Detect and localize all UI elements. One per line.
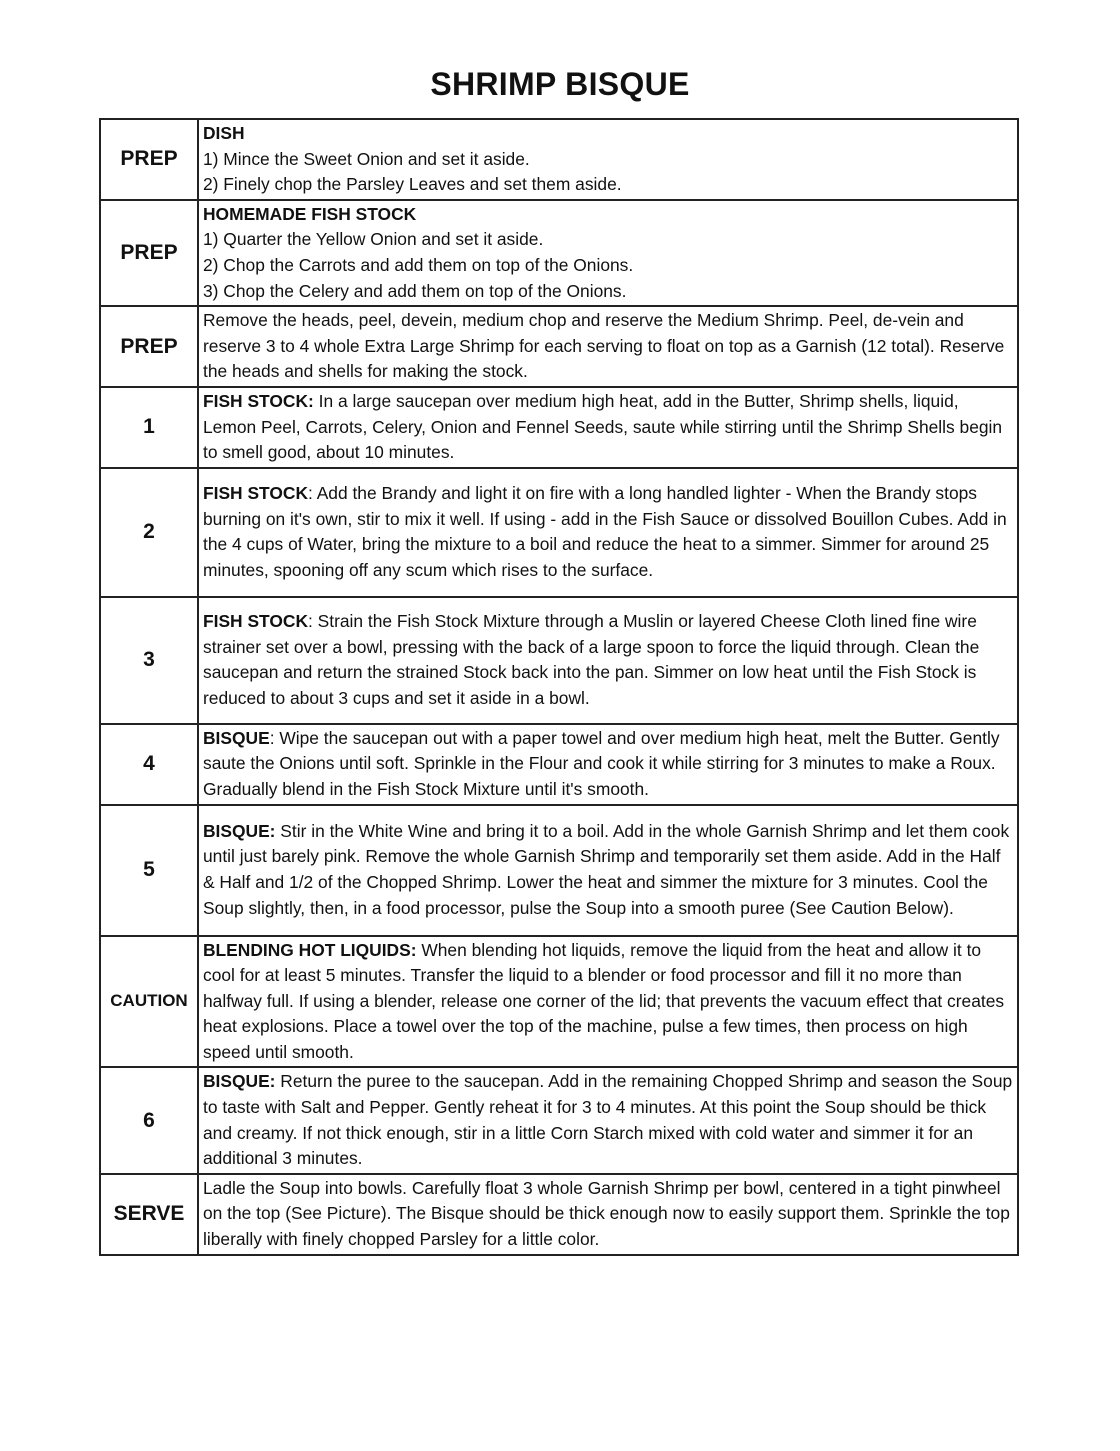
instruction-line: 1) Mince the Sweet Onion and set it aside. — [203, 148, 530, 169]
instruction-line: 3) Chop the Celery and add them on top of the Onions. — [203, 280, 627, 301]
table-row — [100, 597, 1018, 724]
recipe-table — [99, 118, 1019, 1256]
step-text: : Strain the Fish Stock Mixture through a Muslin or layered Cheese Cloth lined fine wire strainer set over a bowl, pressing with the back of a large spoon to force the liquid through. Clean the saucepan and return the strained Stock back into the pan. Simmer on low heat until the Fish Stock is reduced to about 3 cups and set it aside in a bowl. — [203, 611, 980, 708]
step-instructions — [198, 306, 1018, 387]
step-heading: BISQUE: — [203, 1071, 276, 1092]
table-row — [100, 119, 1018, 200]
instruction-line: 2) Chop the Carrots and add them on top of the Onions. — [203, 254, 634, 275]
table-row — [100, 200, 1018, 306]
step-text: : Wipe the saucepan out with a paper towel and over medium high heat, melt the Butter. Gently saute the Onions until soft. Sprinkle in the Flour and cook it while stirring for 3 minutes to make a Roux. Gradually blend in the Fish Stock Mixture until it's smooth. — [203, 727, 1000, 799]
step-label: CAUTION — [100, 936, 198, 1068]
step-instructions — [198, 1174, 1018, 1255]
step-label: SERVE — [100, 1174, 198, 1255]
table-row — [100, 724, 1018, 805]
table-row — [100, 306, 1018, 387]
table-row — [100, 936, 1018, 1068]
step-label: 5 — [100, 805, 198, 936]
step-instructions — [198, 724, 1018, 805]
step-label: 1 — [100, 387, 198, 468]
table-row — [100, 805, 1018, 936]
step-instructions — [198, 387, 1018, 468]
step-heading: FISH STOCK: — [203, 390, 314, 411]
table-row — [100, 468, 1018, 597]
step-text: In a large saucepan over medium high heat, add in the Butter, Shrimp shells, liquid, Lemon Peel, Carrots, Celery, Onion and Fennel Seeds, saute while stirring until the Shrimp Shells begin to smell good, about 10 minutes. — [203, 390, 1003, 463]
step-text: Stir in the White Wine and bring it to a boil. Add in the whole Garnish Shrimp and let them cook until just barely pink. Remove the whole Garnish Shrimp and temporarily set them aside. Add in the Half & Half and 1/2 of the Chopped Shrimp. Lower the heat and simmer the mixture for 3 minutes. Cool the Soup slightly, then, in a food processor, pulse the Soup into a smooth puree (See Caution Below). — [203, 820, 1010, 918]
step-heading: BISQUE: — [203, 820, 276, 841]
step-instructions — [198, 936, 1018, 1068]
step-text: : Add the Brandy and light it on fire with a long handled lighter - When the Brandy stops burning on it's own, stir to mix it well. If using - add in the Fish Sauce or dissolved Bouillon Cubes. Add in the 4 cups of Water, bring the mixture to a boil and reduce the heat to a simmer. Simmer for around 25 minutes, spooning off any scum which rises to the surface. — [203, 483, 1007, 580]
step-instructions — [198, 119, 1018, 200]
step-label: PREP — [100, 200, 198, 306]
section-heading: DISH — [203, 123, 245, 143]
step-label: 2 — [100, 468, 198, 597]
table-row — [100, 387, 1018, 468]
step-instructions — [198, 805, 1018, 936]
step-heading: FISH STOCK — [203, 611, 308, 632]
step-text: Remove the heads, peel, devein, medium chop and reserve the Medium Shrimp. Peel, de-vein and reserve 3 to 4 whole Extra Large Shrimp for each serving to float on top as a Garnish (12 total). Reserve the heads and shells for making the stock. — [203, 310, 1005, 382]
step-heading: FISH STOCK — [203, 483, 308, 504]
step-label: 3 — [100, 597, 198, 724]
step-label: 4 — [100, 724, 198, 805]
step-text: Return the puree to the saucepan. Add in the remaining Chopped Shrimp and season the Soup to taste with Salt and Pepper. Gently reheat it for 3 to 4 minutes. At this point the Soup should be thick and creamy. If not thick enough, stir in a little Corn Starch mixed with cold water and simmer it for an additional 3 minutes. — [203, 1071, 1013, 1169]
step-label: PREP — [100, 306, 198, 387]
step-instructions — [198, 597, 1018, 724]
instruction-line: 1) Quarter the Yellow Onion and set it aside. — [203, 229, 544, 250]
step-text: Ladle the Soup into bowls. Carefully float 3 whole Garnish Shrimp per bowl, centered in a tight pinwheel on the top (See Picture). The Bisque should be thick enough now to easily support them. Sprinkle the top liberally with finely chopped Parsley for a little color. — [203, 1177, 1010, 1250]
step-text: When blending hot liquids, remove the liquid from the heat and allow it to cool for at least 5 minutes. Transfer the liquid to a blender or food processor and fill it no more than halfway full. If using a blender, release one corner of the lid; that prevents the vacuum effect that creates heat explosions. Place a towel over the top of the machine, pulse a few times, then process on high speed until smooth. — [203, 939, 1005, 1062]
step-instructions — [198, 200, 1018, 306]
table-row — [100, 1174, 1018, 1255]
step-heading: BISQUE — [203, 727, 270, 748]
step-label: 6 — [100, 1067, 198, 1173]
page-title: SHRIMP BISQUE — [430, 66, 690, 102]
step-instructions — [198, 468, 1018, 597]
step-heading: BLENDING HOT LIQUIDS: — [203, 939, 417, 960]
step-instructions — [198, 1067, 1018, 1173]
step-label: PREP — [100, 119, 198, 200]
section-heading: HOMEMADE FISH STOCK — [203, 203, 417, 224]
table-row — [100, 1067, 1018, 1173]
instruction-line: 2) Finely chop the Parsley Leaves and set them aside. — [203, 174, 622, 195]
